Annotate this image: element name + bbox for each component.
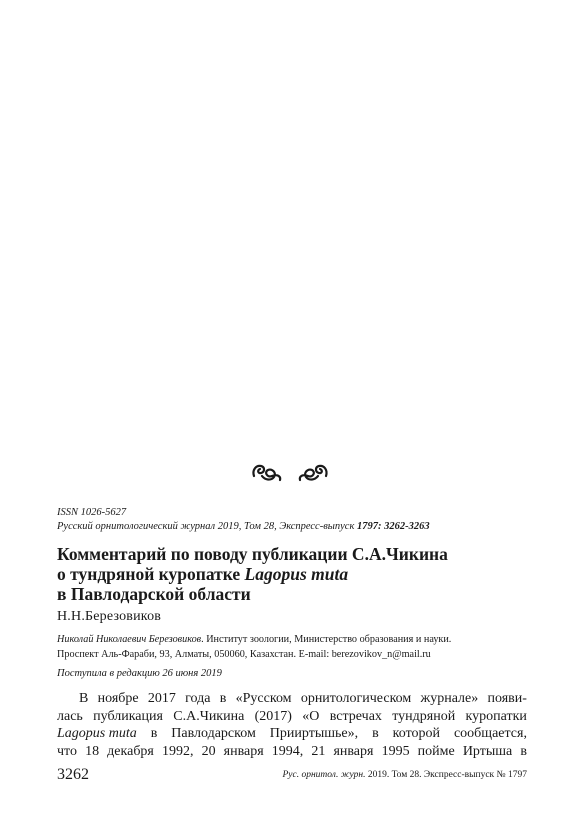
body-word: Павлодарском	[171, 726, 256, 741]
body-line-3	[57, 725, 527, 743]
affiliation-line-2: Проспект Аль-Фараби, 93, Алматы, 050060, Казахстан. E-mail: berezovikov_n@mail.ru	[57, 649, 431, 660]
running-footer	[282, 770, 527, 780]
body-word: в	[372, 726, 379, 741]
page-number: 3262	[57, 766, 89, 783]
body-word: 1992,	[161, 743, 194, 759]
body-word: в	[219, 691, 227, 706]
title-line-3: в Павлодарской области	[57, 584, 251, 604]
body-word: «Русском	[235, 691, 292, 706]
issue-pages: 1797: 3262-3263	[357, 521, 430, 532]
title-line-2	[57, 564, 537, 584]
title-line-1: Комментарий по поводу публикации С.А.Чикина	[57, 544, 448, 564]
body-word: года	[185, 691, 211, 706]
body-word: 18	[85, 743, 100, 759]
body-word: Прииртышье»,	[269, 726, 359, 741]
body-word: В	[79, 691, 89, 706]
running-journal: Рус. орнитол. журн.	[282, 770, 366, 780]
body-line-1	[57, 690, 527, 708]
body-word: Иртыша	[462, 743, 513, 759]
running-issue: 2019. Том 28. Экспресс-выпуск № 1797	[365, 770, 527, 780]
body-word: января	[223, 743, 264, 759]
body-word: куропатки	[465, 708, 527, 724]
body-word: 1994,	[271, 743, 304, 759]
body-word: 20	[201, 743, 216, 759]
body-line-2	[57, 708, 527, 726]
title-species: Lagopus muta	[244, 564, 349, 584]
author-name: Н.Н.Березовиков	[57, 609, 162, 624]
body-line-4	[57, 743, 527, 761]
affiliation-full-name: Николай Николаевич Березовиков	[57, 634, 202, 645]
body-word: С.А.Чикина	[173, 708, 245, 724]
body-line-3-lead	[57, 725, 137, 743]
body-word: в	[150, 726, 158, 741]
body-word: сообщается,	[453, 726, 527, 741]
article-title	[57, 544, 537, 604]
body-word: «О	[302, 708, 320, 724]
body-word: 2017	[147, 691, 176, 706]
body-word: 21	[311, 743, 326, 759]
right-fleuron-icon	[296, 462, 330, 484]
page-footer	[57, 766, 527, 786]
body-word: декабря	[107, 743, 154, 759]
left-fleuron-icon	[250, 462, 284, 484]
body-word: января	[333, 743, 374, 759]
body-word: в	[520, 743, 527, 759]
body-word: что	[57, 743, 77, 759]
body-species: Lagopus muta	[57, 726, 137, 741]
body-word: которой	[392, 726, 440, 741]
body-word: появи-	[487, 691, 527, 706]
body-word: ноябре	[97, 691, 139, 706]
title-line-2-text: о тундряной куропатке	[57, 564, 245, 584]
body-text	[57, 690, 527, 760]
body-word: лась	[57, 708, 83, 724]
received-date: Поступила в редакцию 26 июня 2019	[57, 668, 222, 679]
issn: ISSN 1026-5627	[57, 507, 127, 518]
body-word: орнитологическом	[300, 691, 412, 706]
body-word: пойме	[417, 743, 455, 759]
journal-name: Русский орнитологический журнал 2019, Том 28, Экспресс-выпуск	[57, 521, 357, 532]
body-word: журнале»	[420, 691, 479, 706]
body-word: публикация	[93, 708, 163, 724]
body-word: (2017)	[254, 708, 292, 724]
body-word: встречах	[329, 708, 382, 724]
body-word: 1995	[381, 743, 410, 759]
author-affiliation	[57, 632, 532, 662]
section-ornament	[0, 462, 580, 484]
body-word: тундряной	[392, 708, 456, 724]
affiliation-line-1	[57, 632, 532, 647]
affiliation-institute: . Институт зоологии, Министерство образования и науки.	[201, 634, 452, 645]
journal-citation	[57, 520, 527, 534]
